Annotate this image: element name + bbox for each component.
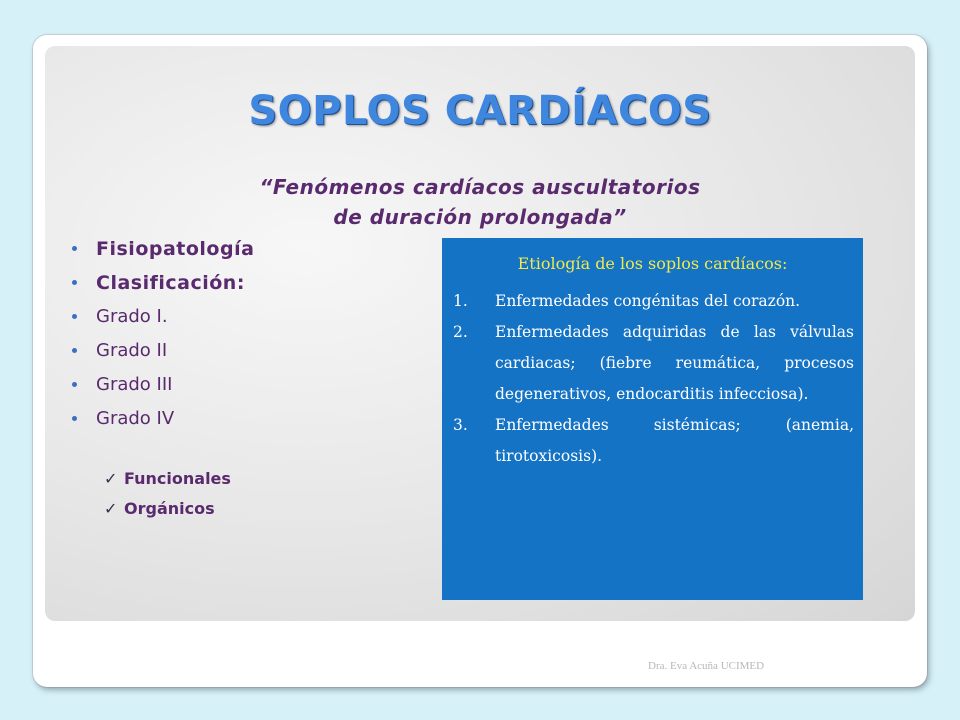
bullet-dot-icon xyxy=(72,416,77,421)
bullet-dot-icon xyxy=(72,382,77,387)
item-number: 2. xyxy=(453,323,468,341)
checkmark-icon: ✓ xyxy=(104,499,118,518)
check-text: Orgánicos xyxy=(124,499,215,518)
bullet-item xyxy=(72,302,254,336)
bullet-text: Fisiopatología xyxy=(96,238,255,260)
subtitle-line-1: “Fenómenos cardíacos auscultatorios xyxy=(259,175,701,199)
etiology-title: Etiología de los soplos cardíacos: xyxy=(517,254,788,273)
check-item xyxy=(104,466,231,496)
footer-author: Dra. Eva Acuña UCIMED xyxy=(648,660,765,672)
check-text: Funcionales xyxy=(124,469,231,488)
item-text: Enfermedades sistémicas; (anemia, tirotoxicosis). xyxy=(495,416,854,465)
bullet-dot-icon xyxy=(72,314,77,319)
etiology-item xyxy=(453,286,854,317)
bullet-text: Grado I. xyxy=(96,306,168,327)
bullet-item xyxy=(72,336,254,370)
bullet-item xyxy=(72,234,254,268)
etiology-item xyxy=(453,410,854,472)
etiology-item xyxy=(453,317,854,410)
subtitle-line-2: de duración prolongada” xyxy=(333,205,627,229)
bullet-dot-icon xyxy=(72,246,77,251)
bullet-dot-icon xyxy=(72,348,77,353)
bullet-dot-icon xyxy=(72,280,77,285)
check-item xyxy=(104,496,231,526)
etiology-box xyxy=(442,238,863,600)
bullet-item xyxy=(72,370,254,404)
etiology-list xyxy=(453,286,854,472)
check-list xyxy=(104,466,231,526)
slide-subtitle xyxy=(0,172,960,232)
bullet-text: Clasificación: xyxy=(96,272,245,294)
item-number: 3. xyxy=(453,416,468,434)
bullet-item xyxy=(72,404,254,438)
item-number: 1. xyxy=(453,292,468,310)
bullet-text: Grado IV xyxy=(96,408,175,429)
checkmark-icon: ✓ xyxy=(104,469,118,488)
slide-title: SOPLOS CARDÍACOS xyxy=(248,88,712,134)
bullet-text: Grado III xyxy=(96,374,173,395)
item-text: Enfermedades adquiridas de las válvulas cardiacas; (fiebre reumática, procesos degenerativos, endocarditis infecciosa). xyxy=(495,323,854,403)
item-text: Enfermedades congénitas del corazón. xyxy=(495,292,801,310)
bullet-item xyxy=(72,268,254,302)
bullet-list xyxy=(72,234,254,438)
bullet-text: Grado II xyxy=(96,340,168,361)
